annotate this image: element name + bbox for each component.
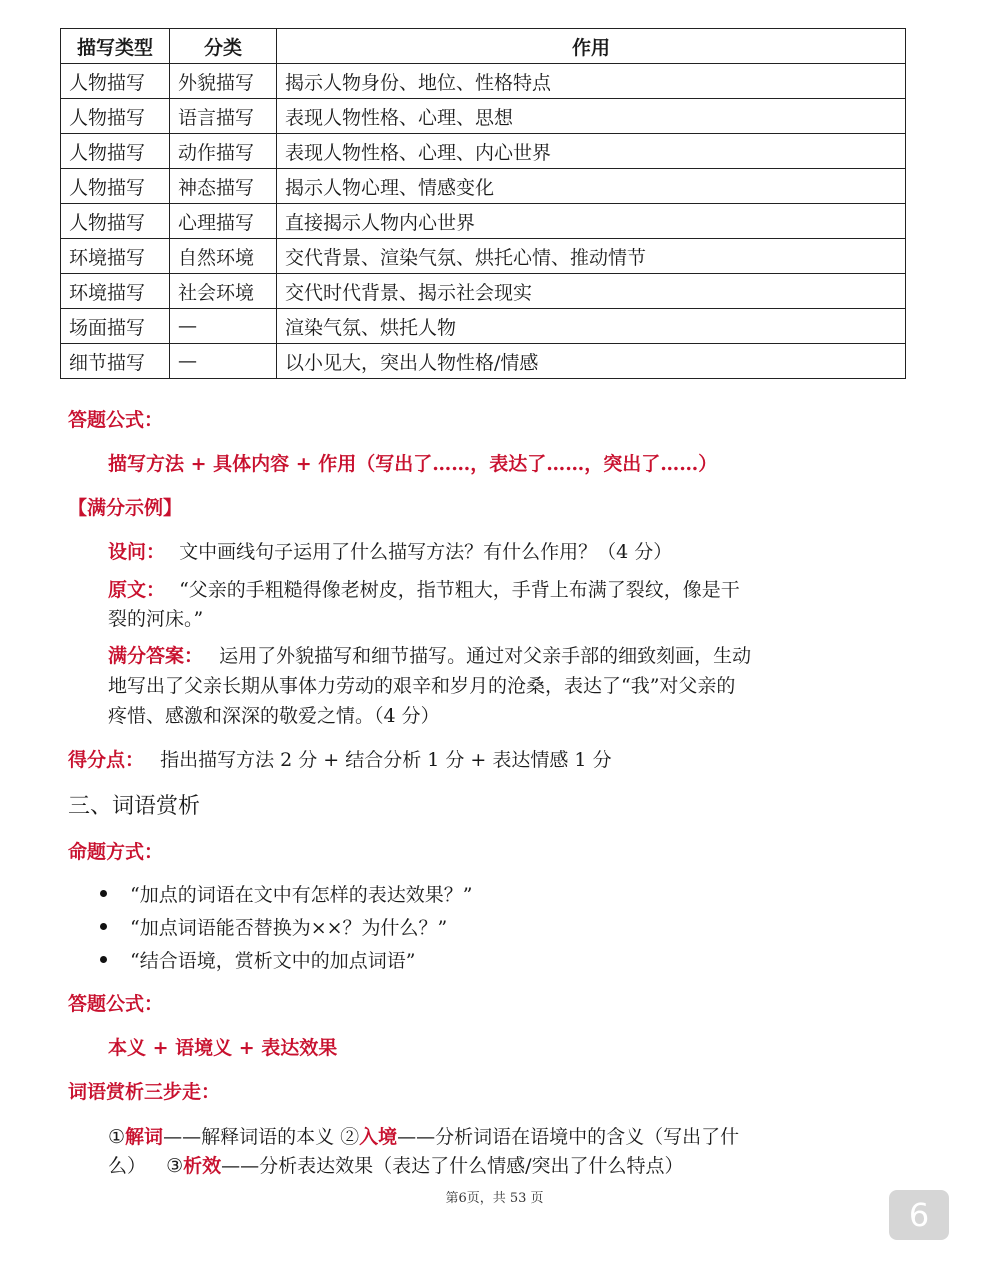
formula2-text: 本义 + 语境义 + 表达效果 [108,1037,338,1059]
cell-category: — [170,309,277,344]
scoring [68,745,612,772]
example-original [108,575,740,602]
scoring-label: 得分点： [68,749,145,771]
original-label: 原文： [108,579,166,601]
cell-effect: 直接揭示人物内心世界 [277,204,906,239]
cell-category: 动作描写 [170,134,277,169]
cell-category: 神态描写 [170,169,277,204]
cell-effect: 交代时代背景、揭示社会现实 [277,274,906,309]
step3-text: ——分析表达效果（表达了什么情感/突出了什么特点） [221,1155,684,1177]
step2-text: ——分析词语在语境中的含义（写出了什 [397,1126,740,1148]
page-number-badge[interactable]: 6 [889,1190,949,1240]
table-header-effect: 作用 [277,29,906,64]
cell-category: — [170,344,277,379]
table-row [61,309,906,344]
bullet-icon [100,923,107,930]
steps-label: 词语赏析三步走： [68,1081,221,1103]
table-body [61,64,906,379]
cell-type: 人物描写 [61,204,170,239]
question-type-item: “加点词语能否替换为××？为什么？” [130,917,448,939]
step2-text-cont: 么） [108,1155,147,1177]
step1-key: 解词 [125,1126,164,1148]
step3-number: ③ [166,1155,184,1177]
answer-label: 满分答案： [108,645,204,667]
table-row [61,134,906,169]
cell-category: 社会环境 [170,274,277,309]
cell-category: 外貌描写 [170,64,277,99]
cell-type: 环境描写 [61,239,170,274]
table-row [61,169,906,204]
table-row [61,274,906,309]
cell-category: 自然环境 [170,239,277,274]
description-table [60,28,906,379]
table-row [61,99,906,134]
cell-type: 人物描写 [61,64,170,99]
cell-type: 人物描写 [61,169,170,204]
table-header-category: 分类 [170,29,277,64]
table-row [61,344,906,379]
cell-effect: 渲染气氛、烘托人物 [277,309,906,344]
original-text: “父亲的手粗糙得像老树皮，指节粗大，手背上布满了裂纹，像是干 [179,579,740,601]
question-type-item: “结合语境，赏析文中的加点词语” [130,950,416,972]
table-row [61,64,906,99]
cell-category: 语言描写 [170,99,277,134]
step2-key: 入境 [359,1126,398,1148]
section-title: 三、词语赏析 [68,794,201,819]
cell-category: 心理描写 [170,204,277,239]
bullet-icon [100,890,107,897]
step2-number: ② [340,1126,360,1148]
page-footer: 第6页，共 53 页 [445,1191,544,1206]
cell-type: 人物描写 [61,99,170,134]
table-header-type: 描写类型 [61,29,170,64]
table-header-row [61,29,906,64]
answer-line-1: 运用了外貌描写和细节描写。通过对父亲手部的细致刻画，生动 [219,645,752,667]
step1-number: ① [108,1126,126,1148]
question-label: 设问： [108,541,166,563]
example-heading: 【满分示例】 [68,497,183,519]
example-answer [108,641,751,668]
answer-line-3: 疼惜、感激和深深的敬爱之情。（4 分） [108,705,440,727]
question-text: 文中画线句子运用了什么描写方法？有什么作用？（4 分） [179,541,673,563]
step1-text: ——解释词语的本义 [163,1126,335,1148]
original-text-cont: 裂的河床。” [108,608,204,630]
cell-type: 人物描写 [61,134,170,169]
cell-type: 环境描写 [61,274,170,309]
answer-line-2: 地写出了父亲长期从事体力劳动的艰辛和岁月的沧桑，表达了“我”对父亲的 [108,675,736,697]
cell-effect: 表现人物性格、心理、思想 [277,99,906,134]
formula2-label: 答题公式： [68,993,164,1015]
formula-label: 答题公式： [68,409,164,431]
table-row [61,239,906,274]
table-row [61,204,906,239]
question-types-label: 命题方式： [68,841,164,863]
cell-effect: 以小见大，突出人物性格/情感 [277,344,906,379]
cell-type: 细节描写 [61,344,170,379]
scoring-text: 指出描写方法 2 分 + 结合分析 1 分 + 表达情感 1 分 [160,749,612,771]
bullet-icon [100,956,107,963]
steps-line-2 [108,1151,684,1178]
cell-effect: 揭示人物身份、地位、性格特点 [277,64,906,99]
steps-line-1 [108,1122,739,1149]
cell-type: 场面描写 [61,309,170,344]
cell-effect: 揭示人物心理、情感变化 [277,169,906,204]
cell-effect: 表现人物性格、心理、内心世界 [277,134,906,169]
step3-key: 析效 [183,1155,222,1177]
cell-effect: 交代背景、渲染气氛、烘托心情、推动情节 [277,239,906,274]
formula-text: 描写方法 + 具体内容 + 作用（写出了……，表达了……，突出了……） [108,453,718,475]
example-question [108,537,672,564]
question-type-item: “加点的词语在文中有怎样的表达效果？” [130,884,473,906]
